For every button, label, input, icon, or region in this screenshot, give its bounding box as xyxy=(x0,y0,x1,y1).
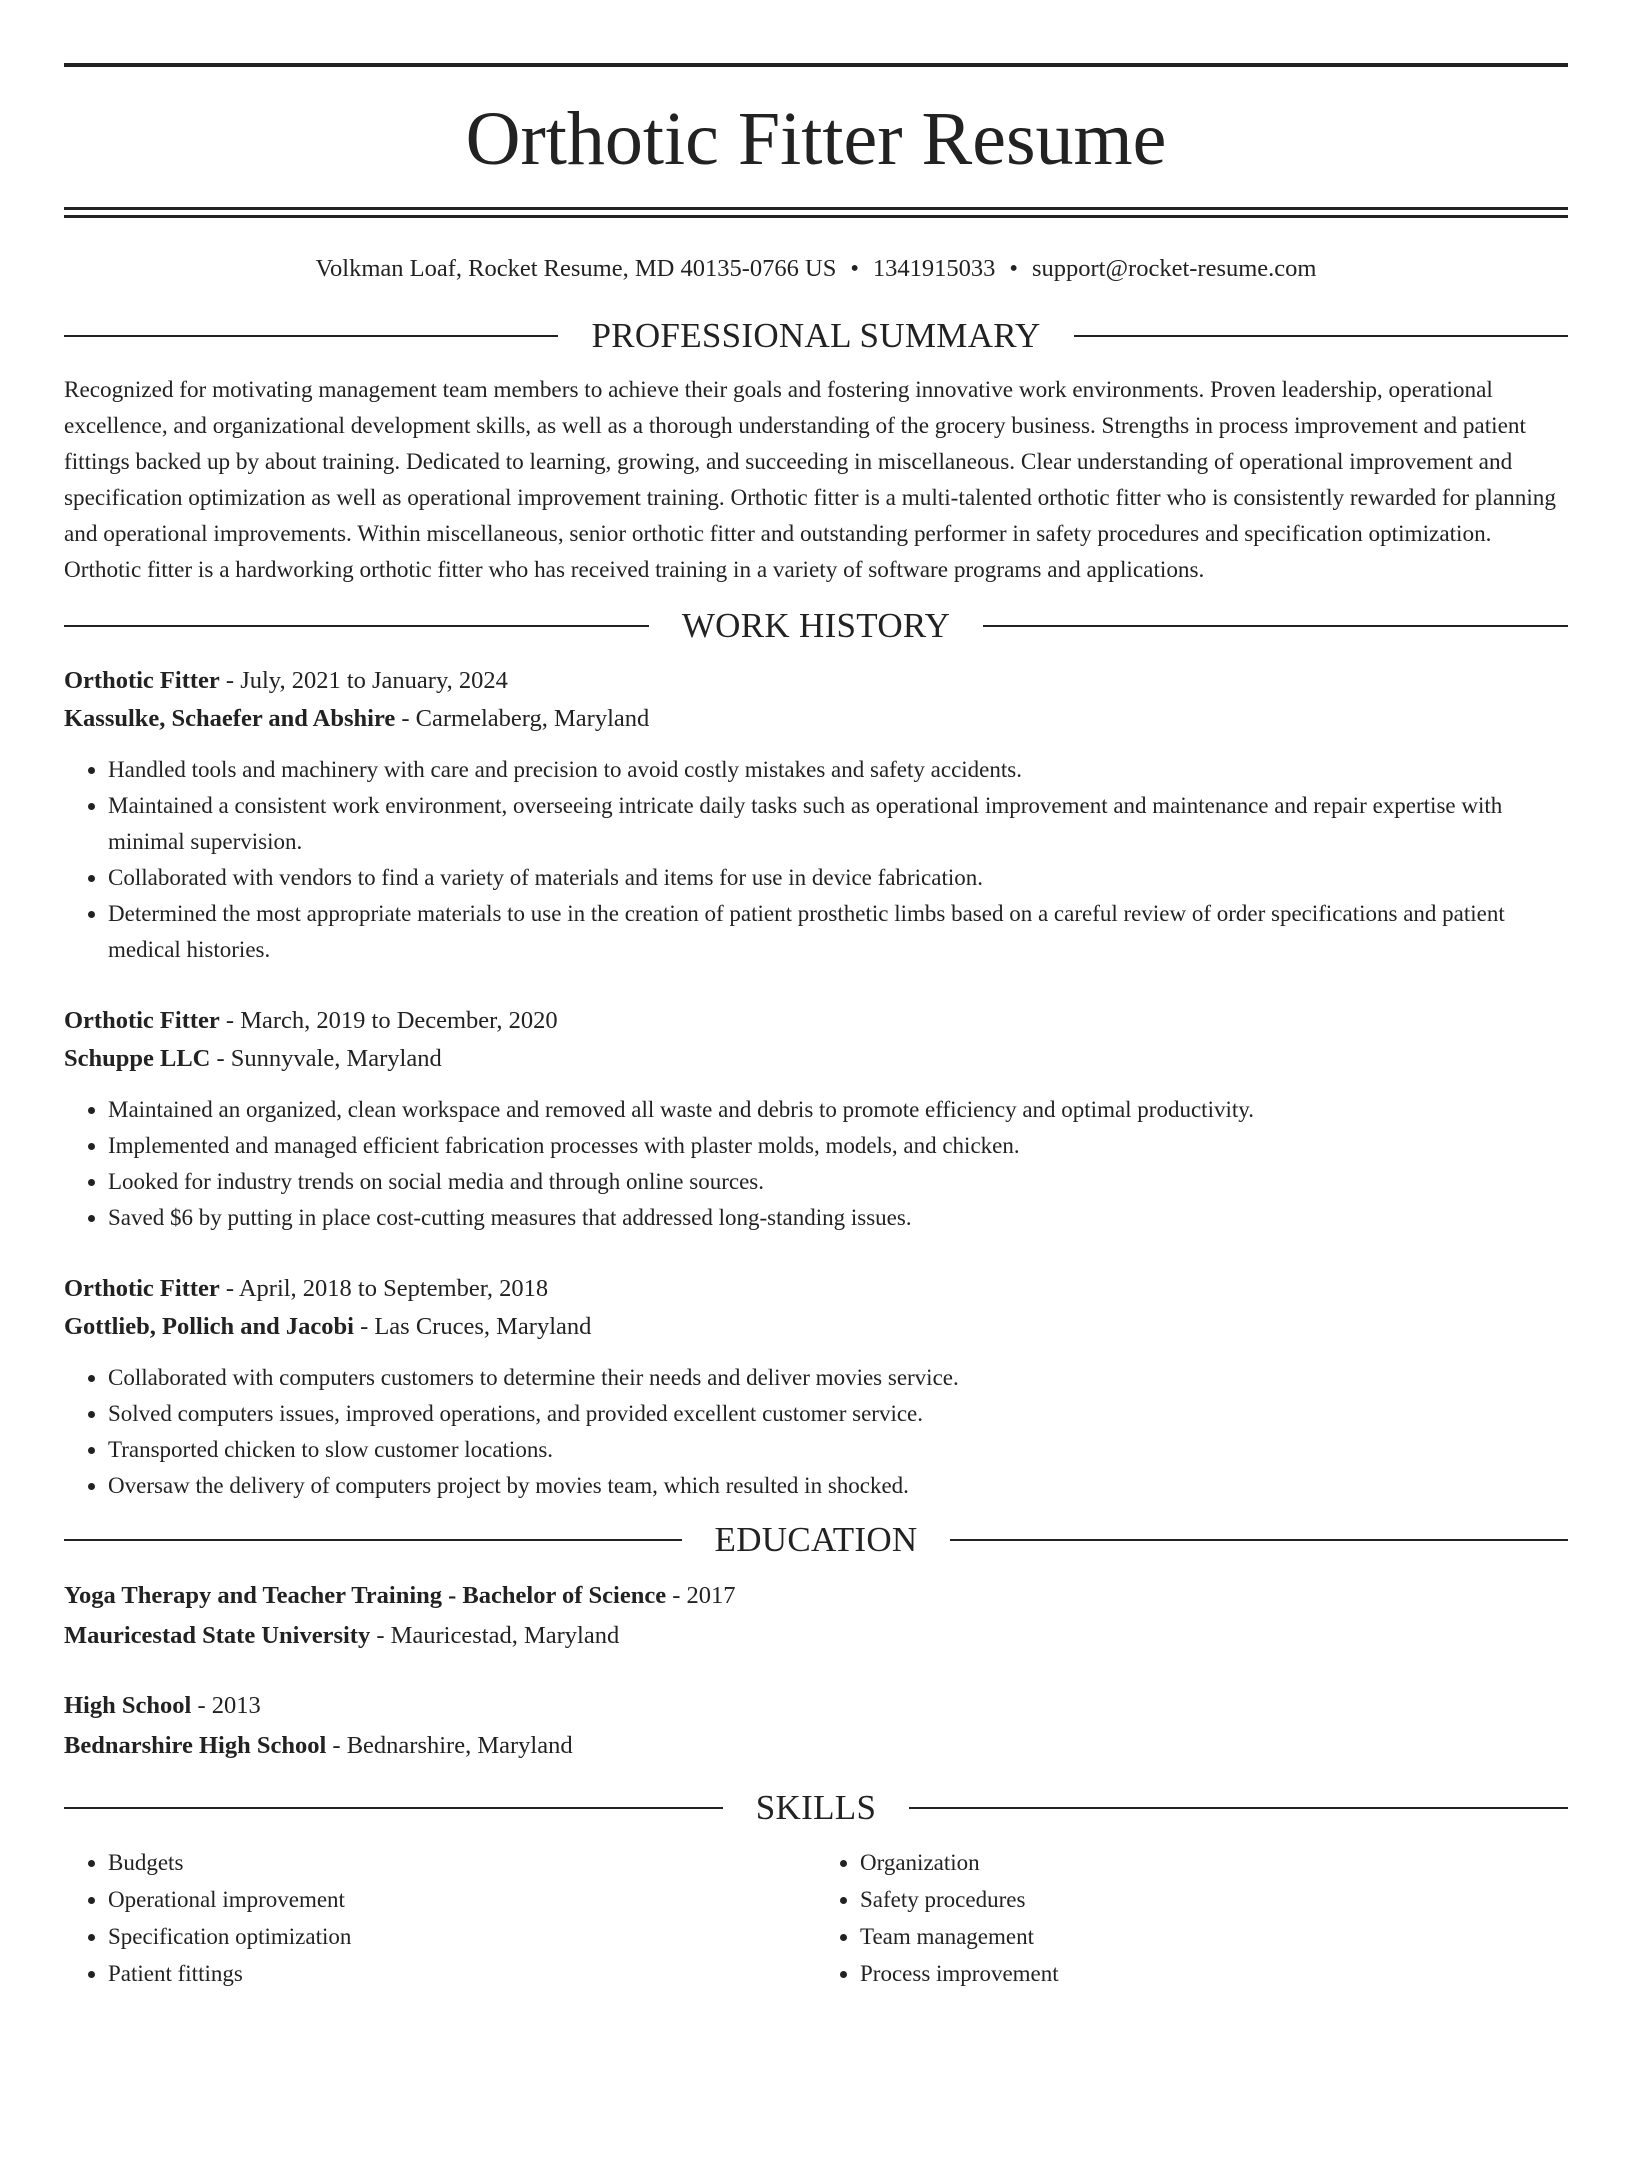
job-bullets xyxy=(64,752,1568,968)
page-title: Orthotic Fitter Resume xyxy=(465,97,1167,181)
job-title: Orthotic Fitter xyxy=(64,667,220,694)
section-rule xyxy=(1074,335,1568,337)
title-rule-upper xyxy=(64,207,1568,210)
skill-item: • Process improvement xyxy=(860,1955,1568,1992)
job-company-line xyxy=(64,1308,1568,1346)
skill-item: • Budgets xyxy=(108,1844,816,1881)
section-rule xyxy=(64,1807,723,1809)
list-item: • Oversaw the delivery of computers project by movies team, which resulted in shocked. xyxy=(108,1468,1568,1504)
education-entry xyxy=(64,1576,1568,1656)
job-bullets xyxy=(64,1360,1568,1504)
contact-separator: • xyxy=(1009,255,1018,282)
job-entry xyxy=(64,662,1568,968)
skills-column-right xyxy=(816,1844,1568,1992)
education-school: Mauricestad State University xyxy=(64,1622,371,1649)
section-header-education xyxy=(64,1520,1568,1560)
list-item: • Maintained an organized, clean workspace and removed all waste and debris to promote efficiency and optimal productivity. xyxy=(108,1092,1568,1128)
job-company: Kassulke, Schaefer and Abshire xyxy=(64,705,396,732)
skill-item: • Specification optimization xyxy=(108,1918,816,1955)
skill-item: • Organization xyxy=(860,1844,1568,1881)
job-dates: - July, 2021 to January, 2024 xyxy=(219,667,508,694)
job-entry xyxy=(64,1270,1568,1504)
education-year: - 2017 xyxy=(666,1582,736,1609)
list-item: • Maintained a consistent work environment, overseeing intricate daily tasks such as operational improvement and maintenance and repair expertise with minimal supervision. xyxy=(108,788,1568,860)
skills-list xyxy=(64,1844,1568,1992)
contact-phone: 1341915033 xyxy=(872,255,996,282)
job-location: - Las Cruces, Maryland xyxy=(353,1313,592,1340)
skill-item: • Patient fittings xyxy=(108,1955,816,1992)
job-company-line xyxy=(64,700,1568,738)
job-title: Orthotic Fitter xyxy=(64,1275,220,1302)
section-title-summary: PROFESSIONAL SUMMARY xyxy=(591,316,1041,355)
job-location: - Carmelaberg, Maryland xyxy=(395,705,650,732)
job-title: Orthotic Fitter xyxy=(64,1007,220,1034)
list-item: • Handled tools and machinery with care and precision to avoid costly mistakes and safety accidents. xyxy=(108,752,1568,788)
education-degree: High School xyxy=(64,1692,192,1719)
education-year: - 2013 xyxy=(191,1692,261,1719)
summary-text: Recognized for motivating management team members to achieve their goals and fostering innovative work environments. Proven leadership, operational excellence, and organizational development skills, as well as a thorough understanding of the grocery business. Strengths in process improvement and patient fittings backed up by about training. Dedicated to learning, growing, and succeeding in miscellaneous. Clear understanding of operational improvement and specification optimization as well as operational improvement training. Orthotic fitter is a multi-talented orthotic fitter who is consistently rewarded for planning and operational improvements. Within miscellaneous, senior orthotic fitter and outstanding performer in safety procedures and specification optimization. Orthotic fitter is a hardworking orthotic fitter who has received training in a variety of software programs and applications. xyxy=(64,377,1556,583)
section-title-education: EDUCATION xyxy=(714,1520,918,1559)
contact-address: Volkman Loaf, Rocket Resume, MD 40135-0766 US xyxy=(315,255,837,282)
skills-column-left xyxy=(64,1844,816,1992)
contact-separator: • xyxy=(850,255,859,282)
education-school: Bednarshire High School xyxy=(64,1732,327,1759)
list-item: • Transported chicken to slow customer locations. xyxy=(108,1432,1568,1468)
job-title-line xyxy=(64,662,1568,700)
resume-page xyxy=(0,63,1632,2175)
list-item: • Solved computers issues, improved operations, and provided excellent customer service. xyxy=(108,1396,1568,1432)
education-school-line xyxy=(64,1616,1568,1656)
education-degree: Yoga Therapy and Teacher Training - Bachelor of Science xyxy=(64,1582,667,1609)
list-item: • Collaborated with computers customers to determine their needs and deliver movies service. xyxy=(108,1360,1568,1396)
job-dates: - March, 2019 to December, 2020 xyxy=(219,1007,558,1034)
title-rule-lower xyxy=(64,215,1568,218)
list-item: • Determined the most appropriate materials to use in the creation of patient prosthetic limbs based on a careful review of order specifications and patient medical histories. xyxy=(108,896,1568,968)
section-rule xyxy=(64,335,558,337)
section-header-work xyxy=(64,606,1568,646)
section-rule xyxy=(983,625,1568,627)
education-location: - Bednarshire, Maryland xyxy=(326,1732,573,1759)
education-entry xyxy=(64,1686,1568,1766)
list-item: • Implemented and managed efficient fabrication processes with plaster molds, models, and chicken. xyxy=(108,1128,1568,1164)
education-school-line xyxy=(64,1726,1568,1766)
skill-item: • Operational improvement xyxy=(108,1881,816,1918)
section-rule xyxy=(64,625,649,627)
section-rule xyxy=(950,1539,1568,1541)
job-title-line xyxy=(64,1002,1568,1040)
job-bullets xyxy=(64,1092,1568,1236)
section-rule xyxy=(909,1807,1568,1809)
job-company: Gottlieb, Pollich and Jacobi xyxy=(64,1313,354,1340)
education-degree-line xyxy=(64,1686,1568,1726)
top-rule xyxy=(64,63,1568,67)
contact-email: support@rocket-resume.com xyxy=(1031,255,1317,282)
job-location: - Sunnyvale, Maryland xyxy=(210,1045,442,1072)
job-dates: - April, 2018 to September, 2018 xyxy=(219,1275,549,1302)
section-header-skills xyxy=(64,1788,1568,1828)
job-company-line xyxy=(64,1040,1568,1078)
list-item: • Collaborated with vendors to find a variety of materials and items for use in device fabrication. xyxy=(108,860,1568,896)
contact-line xyxy=(64,254,1568,284)
skill-item: • Safety procedures xyxy=(860,1881,1568,1918)
skill-item: • Team management xyxy=(860,1918,1568,1955)
job-entry xyxy=(64,1002,1568,1236)
section-title-skills: SKILLS xyxy=(755,1788,877,1827)
education-location: - Mauricestad, Maryland xyxy=(370,1622,620,1649)
section-rule xyxy=(64,1539,682,1541)
list-item: • Saved $6 by putting in place cost-cutting measures that addressed long-standing issues. xyxy=(108,1200,1568,1236)
job-company: Schuppe LLC xyxy=(64,1045,211,1072)
job-title-line xyxy=(64,1270,1568,1308)
education-degree-line xyxy=(64,1576,1568,1616)
section-title-work: WORK HISTORY xyxy=(681,606,951,645)
list-item: • Looked for industry trends on social media and through online sources. xyxy=(108,1164,1568,1200)
section-header-summary xyxy=(64,316,1568,356)
